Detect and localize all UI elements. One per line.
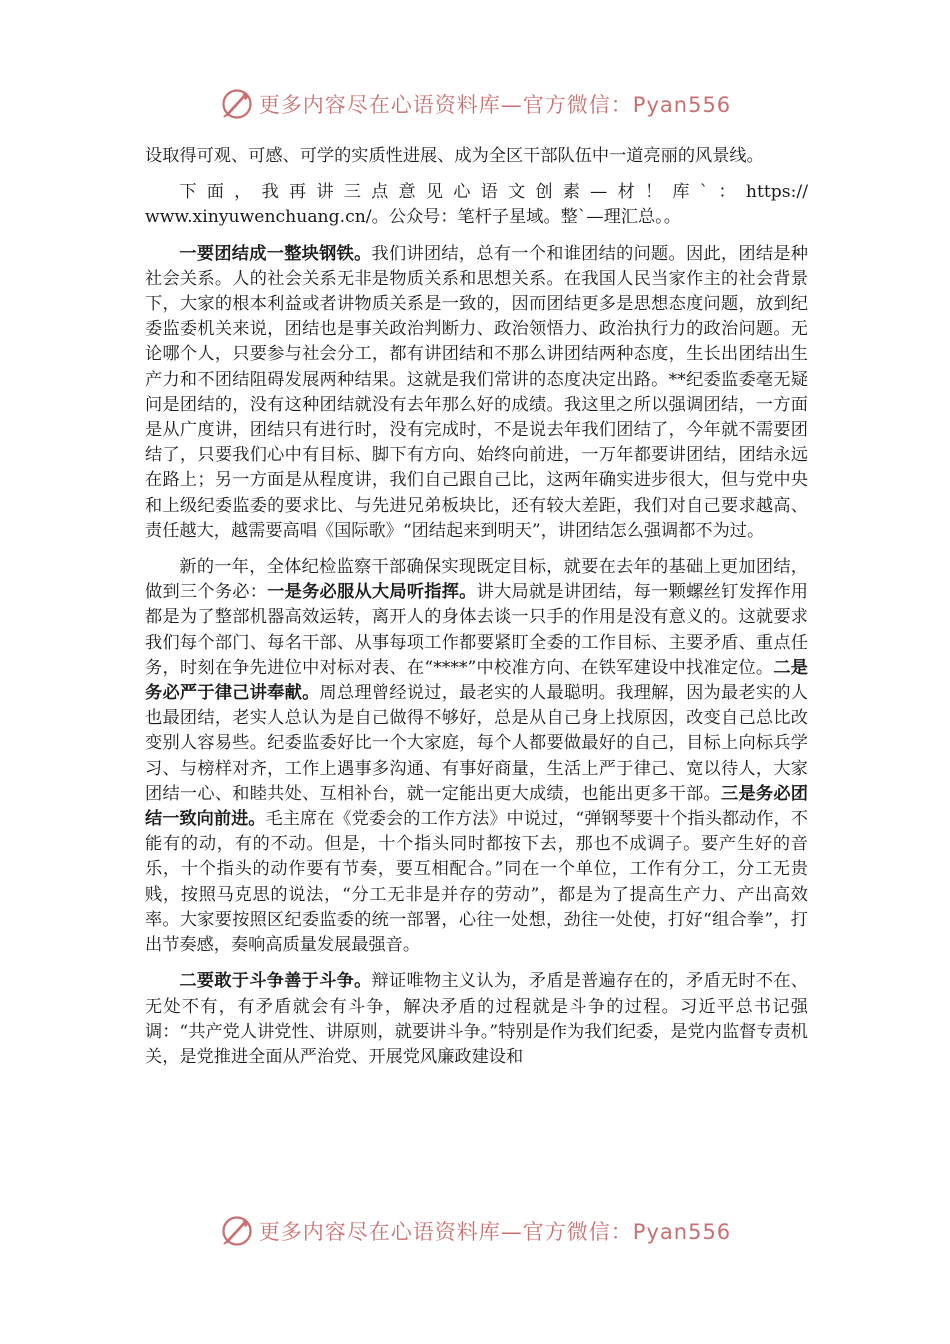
paragraph-point-one <box>145 242 808 544</box>
must-two-heading: 二是务必严于律己讲奉献。 <box>145 657 808 704</box>
document-body <box>145 144 808 1081</box>
paragraph-intro-line2: www.xinyuwenchuang.cn/。公众号：笔杆子星域。整`—理汇总。。 <box>145 207 681 228</box>
paragraph-three-musts <box>145 555 808 958</box>
banner-text: 更多内容尽在心语资料库—官方微信：Pyan556 <box>258 93 732 117</box>
point-two-text: 辩证唯物主义认为，矛盾是普遍存在的，矛盾无时不在、无处不有，有矛盾就会有斗争，解决矛盾的过程就是斗争的过程。习近平总书记强调：“共产党人讲党性、讲原则，就要讲斗争。”特别是作为我们纪委，是党内监督专责机关，是党推进全面从严治党、开展党风廉政建设和 <box>145 971 808 1067</box>
three-musts-intro: 新的一年，全体纪检监察干部确保实现既定目标，就要在去年的基础上更加团结，做到三个务必： <box>145 557 808 603</box>
paragraph-continuation: 设取得可观、可感、可学的实质性进展、成为全区干部队伍中一道亮丽的风景线。 <box>145 146 764 166</box>
paragraph-point-two <box>145 969 808 1070</box>
header-banner <box>0 80 950 128</box>
point-one-text: 我们讲团结，总有一个和谁团结的问题。因此，团结是种社会关系。人的社会关系无非是物质关系和思想关系。在我国人民当家作主的社会背景下，大家的根本利益或者讲物质关系是一致的，因而团结更多是思想态度问题，放到纪委监委机关来说，团结也是事关政治判断力、政治领悟力、政治执行力的政治问题。无论哪个人，只要参与社会分工，都有讲团结和不那么讲团结两种态度，生长出团结出生产力和不团结阻碍发展两种结果。这就是我们常讲的态度决定出路。**纪委监委毫无疑问是团结的，没有这种团结就没有去年那么好的成绩。我这里之所以强调团结，一方面是从广度讲，团结只有进行时，没有完成时，不是说去年我们团结了，今年就不需要团结了，只要我们心中有目标、脚下有方向、始终向前进，一万年都要讲团结，团结永远在路上；另一方面是从程度讲，我们自己跟自己比，这两年确实进步很大，但与党中央和上级纪委监委的要求比、与先进兄弟板块比，还有较大差距，我们对自己要求越高、责任越大，越需要高唱《国际歌》“团结起来到明天”，讲团结怎么强调都不为过。 <box>145 243 808 541</box>
paragraph-intro-line1: 下面，我再讲三点意见心语文创素—材！库`：https:// <box>179 182 808 203</box>
must-two-text: 周总理曾经说过，最老实的人最聪明。我理解，因为最老实的人也最团结，老实人总认为是自己做得不够好，总是从自己身上找原因，改变自己总比改变别人容易些。纪委监委好比一个大家庭，每个人都要做最好的自己，目标上向标兵学习、与榜样对齐，工作上遇事多沟通、有事好商量，生活上严于律己、宽以待人，大家团结一心、和睦共处、互相补台，就一定能出更大成绩，也能出更多干部。 <box>145 683 808 804</box>
banner-text: 更多内容尽在心语资料库—官方微信：Pyan556 <box>258 1220 732 1244</box>
heading-point-one: 一要团结成一整块钢铁。 <box>179 243 372 264</box>
must-one-heading: 一是务必服从大局听指挥。 <box>267 582 477 603</box>
heading-point-two: 二要敢于斗争善于斗争。 <box>179 971 372 992</box>
footer-banner <box>0 1207 950 1255</box>
pen-logo-icon <box>219 1213 255 1249</box>
must-one-text: 讲大局就是讲团结，每一颗螺丝钉发挥作用都是为了整部机器高效运转，离开人的身体去谈一只手的作用是没有意义的。这就要求我们每个部门、每名干部、从事每项工作都要紧盯全委的工作目标、主要矛盾、重点任务，时刻在争先进位中对标对表、在“****”中校准方向、在铁军建设中找准定位。 <box>145 582 808 678</box>
pen-logo-icon <box>219 86 255 122</box>
must-three-heading: 三是务必团结一致向前进。 <box>145 783 808 830</box>
must-three-text: 毛主席在《党委会的工作方法》中说过，“弹钢琴要十个指头都动作，不能有的动，有的不动。但是，十个指头同时都按下去，那也不成调子。要产生好的音乐，十个指头的动作要有节奏，要互相配合。”同在一个单位，工作有分工，分工无贵贱，按照马克思的说法，“分工无非是并存的劳动”，都是为了提高生产力、产出高效率。大家要按照区纪委监委的统一部署，心往一处想，劲往一处使，打好“组合拳”，打出节奏感，奏响高质量发展最强音。 <box>145 809 808 956</box>
